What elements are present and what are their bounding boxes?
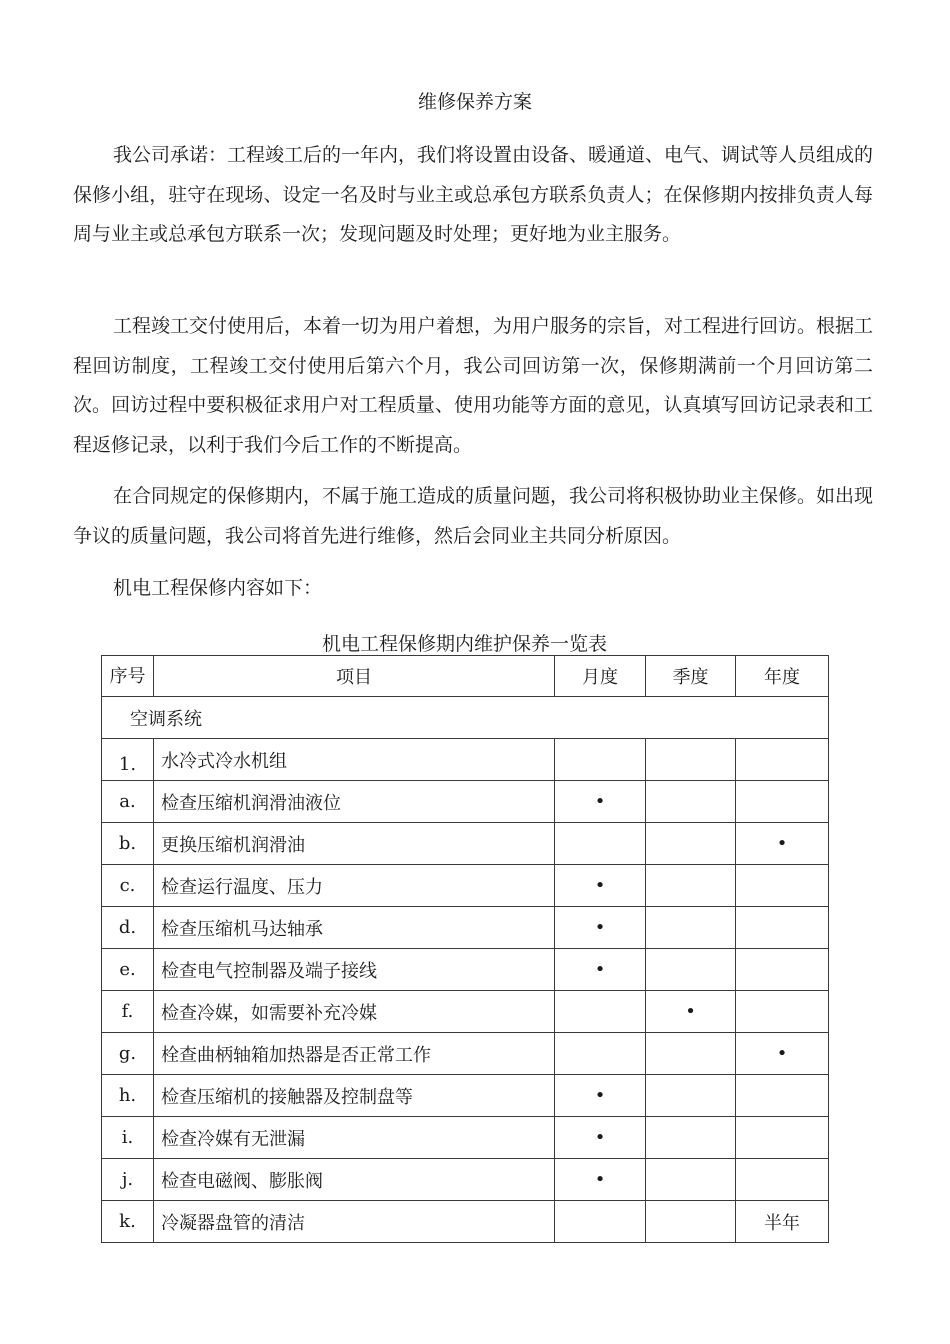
header-quarterly: 季度 xyxy=(646,656,736,697)
row-quarterly xyxy=(646,949,736,991)
row-seq: i. xyxy=(102,1117,154,1159)
row-seq: h. xyxy=(102,1075,154,1117)
row-monthly: • xyxy=(555,907,646,949)
table-caption: 机电工程保修期内维护保养一览表 xyxy=(321,633,607,655)
row-monthly xyxy=(555,1201,646,1243)
row-monthly: • xyxy=(555,865,646,907)
row-yearly xyxy=(736,865,829,907)
row-seq: c. xyxy=(102,865,154,907)
row-monthly xyxy=(555,1033,646,1075)
row-quarterly xyxy=(646,781,736,823)
row-quarterly xyxy=(646,1075,736,1117)
header-monthly: 月度 xyxy=(555,656,646,697)
paragraph-warranty-scope: 在合同规定的保修期内，不属于施工造成的质量问题，我公司将积极协助业主保修。如出现争议的质量问题，我公司将首先进行维修，然后会同业主共同分析原因。 xyxy=(73,485,874,547)
row-yearly xyxy=(736,1117,829,1159)
table-row xyxy=(102,949,829,991)
header-seq: 序号 xyxy=(102,656,154,697)
table-row xyxy=(102,781,829,823)
group-quarterly xyxy=(646,739,736,781)
row-seq: a. xyxy=(102,781,154,823)
row-item: 冷凝器盘管的清洁 xyxy=(154,1201,555,1243)
row-seq: d. xyxy=(102,907,154,949)
row-monthly: • xyxy=(555,1075,646,1117)
table-row xyxy=(102,907,829,949)
row-yearly: • xyxy=(736,823,829,865)
row-monthly: • xyxy=(555,1117,646,1159)
paragraph-follow-up-visits: 工程竣工交付使用后，本着一切为用户着想，为用户服务的宗旨，对工程进行回访。根据工程回访制度，工程竣工交付使用后第六个月，我公司回访第一次，保修期满前一个月回访第二次。回访过程中要积极征求用户对工程质量、使用功能等方面的意见，认真填写回访记录表和工程返修记录，以利于我们今后工作的不断提高。 xyxy=(73,315,874,456)
table-row xyxy=(102,1033,829,1075)
row-yearly xyxy=(736,1075,829,1117)
row-quarterly: • xyxy=(646,991,736,1033)
row-seq: k. xyxy=(102,1201,154,1243)
section-row xyxy=(102,697,829,739)
table-row xyxy=(102,1201,829,1243)
row-seq: g. xyxy=(102,1033,154,1075)
paragraph-commitment: 我公司承诺：工程竣工后的一年内，我们将设置由设备、暖通道、电气、调试等人员组成的保修小组，驻守在现场、设定一名及时与业主或总承包方联系负责人；在保修期内按排负责人每周与业主或总承包方联系一次；发现问题及时处理；更好地为业主服务。 xyxy=(73,144,874,245)
row-quarterly xyxy=(646,1201,736,1243)
row-item: 检查冷媒，如需要补充冷媒 xyxy=(154,991,555,1033)
group-row xyxy=(102,739,829,781)
row-seq: j. xyxy=(102,1159,154,1201)
row-yearly: 半年 xyxy=(736,1201,829,1243)
row-yearly xyxy=(736,781,829,823)
row-monthly xyxy=(555,823,646,865)
row-seq: b. xyxy=(102,823,154,865)
row-quarterly xyxy=(646,1033,736,1075)
table-row xyxy=(102,1075,829,1117)
table-row xyxy=(102,865,829,907)
table-header-row xyxy=(102,656,829,697)
row-yearly xyxy=(736,1159,829,1201)
maintenance-table xyxy=(101,655,829,1243)
row-quarterly xyxy=(646,1159,736,1201)
group-seq: 1. xyxy=(102,739,154,781)
row-quarterly xyxy=(646,823,736,865)
row-seq: e. xyxy=(102,949,154,991)
table-row xyxy=(102,1117,829,1159)
row-monthly xyxy=(555,991,646,1033)
row-item: 栓查曲柄轴箱加热器是否正常工作 xyxy=(154,1033,555,1075)
row-item: 更换压缩机润滑油 xyxy=(154,823,555,865)
paragraph-table-intro: 机电工程保修内容如下： xyxy=(113,577,323,599)
row-item: 检查运行温度、压力 xyxy=(154,865,555,907)
row-item: 检查压缩机马达轴承 xyxy=(154,907,555,949)
table-row xyxy=(102,1159,829,1201)
row-quarterly xyxy=(646,865,736,907)
group-item: 水冷式冷水机组 xyxy=(154,739,555,781)
table-row xyxy=(102,991,829,1033)
row-item: 检查压缩机的接触器及控制盘等 xyxy=(154,1075,555,1117)
row-yearly xyxy=(736,949,829,991)
document-title: 维修保养方案 xyxy=(417,91,532,113)
row-monthly: • xyxy=(555,1159,646,1201)
group-monthly xyxy=(555,739,646,781)
row-item: 检查冷媒有无泄漏 xyxy=(154,1117,555,1159)
table-row xyxy=(102,823,829,865)
row-item: 检查电磁阀、膨胀阀 xyxy=(154,1159,555,1201)
row-monthly: • xyxy=(555,949,646,991)
header-item: 项目 xyxy=(154,656,555,697)
row-quarterly xyxy=(646,907,736,949)
row-quarterly xyxy=(646,1117,736,1159)
row-yearly xyxy=(736,907,829,949)
row-seq: f. xyxy=(102,991,154,1033)
row-yearly xyxy=(736,991,829,1033)
row-monthly: • xyxy=(555,781,646,823)
row-yearly: • xyxy=(736,1033,829,1075)
group-yearly xyxy=(736,739,829,781)
row-item: 检查电气控制器及端子接线 xyxy=(154,949,555,991)
header-yearly: 年度 xyxy=(736,656,829,697)
section-label: 空调系统 xyxy=(102,697,829,739)
row-item: 检查压缩机润滑油液位 xyxy=(154,781,555,823)
